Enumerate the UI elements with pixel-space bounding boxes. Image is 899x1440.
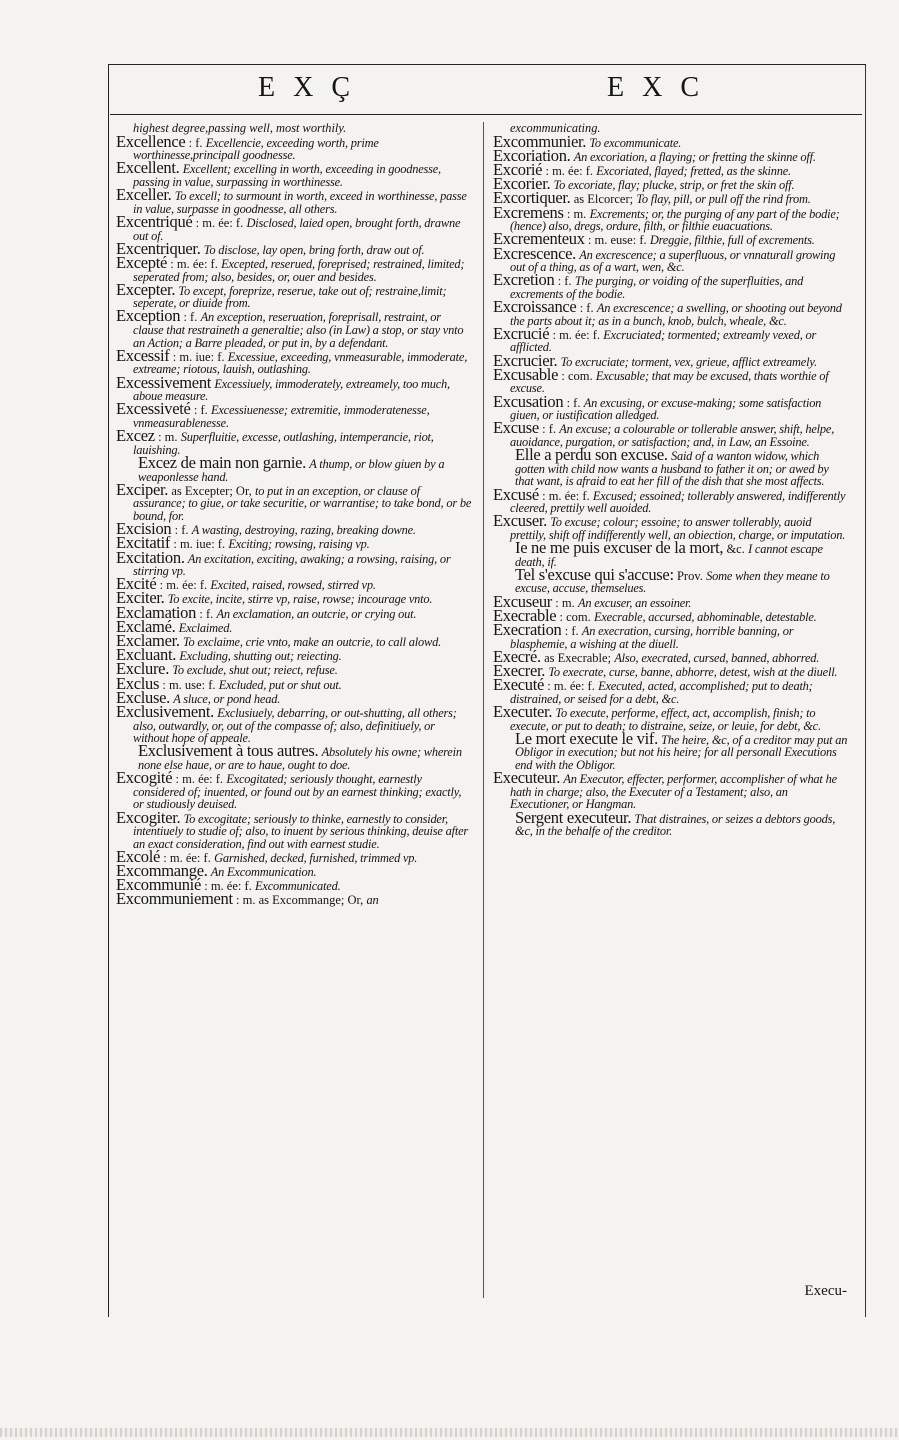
headword: Excommunié — [116, 875, 201, 895]
dictionary-entry — [116, 547, 472, 579]
headword: Executeur. — [493, 768, 561, 788]
headword: Excorié — [493, 159, 543, 179]
definition: To excogitate; seriously to thinke, earnestly to consider, intentiuely to studie of; also, to inuent by serious thinking, deuise after an exact consideration, find out with earnest studie. — [133, 811, 468, 851]
right-entries — [493, 131, 849, 839]
definition: Disclosed, laied open, brought forth, drawne out of. — [133, 215, 461, 243]
headword: Excentriquer. — [116, 238, 201, 258]
grammar-note: as Excepter; Or, — [171, 483, 252, 498]
headword: Excorier. — [493, 174, 551, 194]
headword: Excité — [116, 574, 157, 594]
grammar-note: : m. — [566, 206, 587, 221]
definition: Superfluitie, excesse, outlashing, intemperancie, riot, lauishing. — [133, 430, 434, 457]
definition: To flay, pill, or pull off the rind from. — [636, 192, 811, 207]
running-head-left: EXÇ — [258, 72, 368, 103]
headword: Excez — [116, 426, 155, 446]
dictionary-entry — [116, 645, 472, 665]
column-divider — [483, 122, 484, 1298]
grammar-note: : m. ée: f. — [163, 850, 211, 865]
definition: Excited, raised, rowsed, stirred vp. — [210, 578, 376, 593]
grammar-note: Prov. — [676, 568, 703, 583]
definition: An excusing, or excuse-making; some satisfaction giuen, or iustification alledged. — [510, 395, 822, 423]
headword: Excessif — [116, 345, 170, 365]
headword: Excusé — [493, 484, 539, 504]
grammar-note: : m. ée: f. — [175, 772, 224, 787]
grammar-note: : f. — [564, 624, 579, 639]
headword: Excremens — [493, 202, 564, 222]
grammar-note: : f. — [566, 395, 581, 410]
grammar-note: : m. — [158, 430, 178, 445]
headword: Exclamer. — [116, 631, 180, 651]
headword: Excortiquer. — [493, 188, 571, 208]
definition: An exception, reseruation, foreprisall, restraint, or clause that restraineth a generaltie; also (in Law) a stop, or stay vnto an Action; a Barre pleaded, or put in, by a defendant. — [133, 310, 464, 350]
headword: Exceller. — [116, 185, 172, 205]
headword: Excuse — [493, 418, 539, 438]
grammar-note: : m. iue: f. — [172, 349, 225, 364]
grammar-note: : f. — [174, 523, 189, 538]
grammar-note: : f. — [579, 301, 594, 316]
grammar-note: : m. as Excommange; Or, — [236, 893, 364, 908]
left-entries — [116, 131, 472, 909]
definition: To execute, performe, effect, act, accomplish, finish; to execute, or put to death; to distraine, seize, or leuie, for debt, &c. — [510, 705, 821, 733]
right-column — [493, 122, 849, 1302]
headword: Excluant. — [116, 645, 177, 665]
definition: The purging, or voiding of the superfluities, and excrements of the bodie. — [510, 274, 804, 301]
definition: Execrable, accursed, abhominable, detestable. — [594, 609, 817, 624]
definition: Exciting; rowsing, raising vp. — [228, 537, 370, 552]
grammar-note: : m. ée: f. — [547, 679, 595, 694]
definition: To excell; to surmount in worth, exceed in worthinesse, passe in value, surpasse in goodnesse, all others. — [133, 189, 467, 216]
headword: Executé — [493, 675, 545, 695]
definition: Excruciated; tormented; extreamly vexed, or afflicted. — [510, 327, 817, 355]
headword: Ie ne me puis excuser de la mort, — [515, 538, 724, 558]
headword: Exclusivement à tous autres. — [138, 741, 319, 761]
headword: Excrementeux — [493, 229, 585, 249]
headword: Excluse. — [116, 687, 170, 707]
definition: An excuse; a colourable or tollerable answer, shift, helpe, auoidance, purgation, or satisfaction; and, in Law, an Essoine. — [510, 422, 835, 449]
definition: to put in an exception, or clause of assurance; to giue, or take securitie, or warrantise; to take bond, or be bound, for. — [133, 483, 472, 523]
dictionary-entry — [116, 574, 472, 594]
dictionary-entry — [493, 661, 849, 680]
definition: An Excommunication. — [210, 865, 317, 880]
grammar-note: : m. euse: f. — [587, 233, 647, 248]
definition: Excellent; excelling in worth, exceeding in goodnesse, passing in value, surpassing in worthinesse. — [133, 162, 441, 189]
grammar-note: : m. ée: f. — [542, 488, 590, 503]
headword: Exception — [116, 306, 181, 326]
definition: Dreggie, filthie, full of excrements. — [649, 233, 815, 248]
definition: Excogitated; seriously thought, earnestly considered of; inuented, or found out by an earnest thinking; exactly, or studiously deuised. — [133, 772, 462, 812]
headword: Excitatif — [116, 533, 171, 553]
continuation-text: excommunicating. — [510, 122, 601, 135]
grammar-note: : f. — [199, 606, 214, 621]
running-head-right: EXC — [607, 72, 717, 103]
headword: Execration — [493, 620, 562, 640]
headword: Excuseur — [493, 591, 552, 611]
definition: An excuser, an essoiner. — [577, 595, 692, 610]
definition: To excite, incite, stirre vp, raise, rowse; incourage vnto. — [167, 592, 433, 607]
grammar-note: : m. ée: f. — [545, 163, 594, 178]
header-rule — [110, 114, 862, 115]
headword: Excuser. — [493, 511, 547, 531]
definition: An excoriation, a flaying; or fretting the skinne off. — [573, 149, 816, 164]
headword: Excolé — [116, 846, 161, 866]
left-column — [116, 122, 472, 1302]
definition: A sluce, or pond head. — [173, 691, 281, 706]
dictionary-entry — [116, 238, 472, 258]
definition: An Executor, effecter, performer, accomplisher of what he hath in charge; also, the Executer of a Testament; also, an Executioner, or Hangman. — [510, 772, 837, 812]
dictionary-entry — [116, 807, 472, 851]
dictionary-entry — [493, 145, 849, 165]
dictionary-entry — [493, 646, 849, 666]
headword: Sergent executeur. — [515, 807, 632, 827]
sub-entry — [498, 807, 849, 839]
grammar-note: : m. iue: f. — [173, 537, 226, 552]
grammar-note: : f. — [542, 422, 556, 437]
definition: Excoriated, flayed; fretted, as the skinne. — [596, 163, 791, 178]
definition: Excessiuely, immoderately, extreamely, too much, aboue measure. — [133, 376, 450, 404]
definition: Exclaimed. — [178, 620, 233, 635]
grammar-note: : f. — [188, 135, 203, 150]
definition: Excommunicated. — [255, 879, 341, 894]
definition: An execration, cursing, horrible banning, or blasphemie, a wishing at the diuell. — [510, 624, 794, 651]
headword: Tel s'excuse qui s'accuse: — [515, 564, 674, 584]
headword: Execrable — [493, 605, 557, 625]
definition: Excessiuenesse; extremitie, immoderatenesse, vnmeasurablenesse. — [133, 403, 430, 430]
dictionary-entry — [116, 659, 472, 679]
definition: An exclamation, an outcrie, or crying out. — [216, 606, 417, 621]
headword: Excepter. — [116, 279, 176, 299]
grammar-note: : m. ée: f. — [170, 256, 218, 271]
continuation-text: highest degree,passing well, most worthily. — [133, 122, 347, 135]
grammar-note: : f. — [193, 403, 208, 418]
headword: Exclure. — [116, 659, 170, 679]
dictionary-entry — [493, 391, 849, 423]
definition: To disclose, lay open, bring forth, draw out of. — [203, 242, 425, 257]
definition: Excluded, put or shut out. — [218, 677, 342, 692]
headword: Execrer. — [493, 661, 546, 680]
headword: Excellence — [116, 131, 186, 151]
headword: Excision — [116, 519, 172, 539]
sub-entry — [121, 452, 472, 484]
sub-entry — [498, 445, 849, 489]
definition: an — [366, 893, 379, 908]
grammar-note: as Elcorcer; — [573, 192, 634, 207]
headword: Excommunier. — [493, 131, 587, 151]
grammar-note: : m. ée: f. — [159, 578, 208, 593]
dictionary-entry — [116, 768, 472, 812]
headword: Excretion — [493, 270, 555, 290]
headword: Excusable — [493, 364, 559, 384]
headword: Exclus — [116, 673, 160, 693]
definition: To excommunicate. — [589, 135, 682, 150]
headword: Exclamé. — [116, 616, 176, 636]
dictionary-entry — [493, 620, 849, 651]
definition: Excepted, reserued, foreprised; restrained, limited; seperated from; also, besides, or, ouer and besides. — [133, 256, 465, 284]
definition: Excused; essoined; tollerably answered, indifferently cleered, prettily well auoided. — [510, 488, 846, 516]
headword: Excommuniement — [116, 889, 233, 909]
headword: Excommange. — [116, 861, 208, 881]
definition: Also, execrated, cursed, banned, abhorred. — [614, 650, 820, 665]
headword: Excrucié — [493, 323, 550, 343]
headword: Excrucier. — [493, 350, 558, 370]
headword: Excoriation. — [493, 145, 571, 165]
dictionary-entry — [493, 768, 849, 812]
definition: Excellencie, exceeding worth, prime worthinesse,principall goodnesse. — [133, 135, 379, 163]
definition: To excruciate; torment, vex, grieue, afflict extreamely. — [560, 354, 817, 369]
headword: Excogiter. — [116, 807, 181, 827]
headword: Excrescence. — [493, 243, 576, 263]
headword: Excentriqué — [116, 211, 193, 231]
definition: Executed, acted, accomplished; put to death; distrained, or seised for a debt, &c. — [510, 679, 813, 706]
definition: A thump, or blow giuen by a weaponlesse hand. — [138, 456, 445, 484]
grammar-note: : m. ée: f. — [552, 327, 601, 342]
definition: Excrements; or, the purging of any part of the bodie; (hence) also, dregs, ordure, filth, or filthie euacuations. — [510, 206, 840, 234]
headword: Exciter. — [116, 588, 165, 608]
grammar-note: : m. use: f. — [162, 677, 216, 692]
headword: Executer. — [493, 701, 553, 721]
grammar-note: : m. ée: f. — [195, 215, 244, 230]
definition: The heire, &c, of a creditor may put an Obligor in execution; but not his heire; for all personall Executions end with the Obligor. — [515, 732, 848, 772]
headword: Exciper. — [116, 479, 169, 499]
definition: I cannot escape death, if. — [515, 542, 823, 569]
dictionary-entry — [116, 479, 472, 523]
definition: Garnished, decked, furnished, trimmed vp. — [214, 850, 418, 865]
definition: Excusable; that may be excused, thats worthie of excuse. — [510, 368, 829, 396]
definition: An excrescence; a swelling, or shooting out beyond the parts about it; as in a bunch, knob, bulch, wheale, &c. — [510, 301, 842, 328]
headword: Excellent. — [116, 158, 180, 178]
headword: Le mort execute le vif. — [515, 728, 658, 748]
dictionary-entry — [116, 306, 472, 350]
grammar-note: : m. ée: f. — [204, 879, 252, 894]
definition: An excrescence; a superfluous, or vnnaturall growing out of a thing, as of a wart, wen, &c. — [510, 247, 836, 275]
catchword: Execu- — [804, 1283, 847, 1299]
definition: To exclaime, crie vnto, make an outcrie, to call alowd. — [182, 635, 441, 650]
grammar-note: : com. — [561, 368, 593, 383]
dictionary-entry — [116, 889, 472, 909]
grammar-note: &c. — [726, 542, 745, 557]
definition: Said of a wanton widow, which gotten with child now wants a husband to father it on; or awed by that want, is afraid to eat her fill of the dish that she most affects. — [515, 449, 829, 489]
definition: That distraines, or seizes a debtors goods, &c, in the behalfe of the creditor. — [515, 811, 836, 839]
definition: To except, foreprize, reserue, take out of; restraine,limit; seperate, or diuide from. — [133, 283, 447, 311]
headword: Excitation. — [116, 547, 185, 567]
definition: Absolutely his owne; wherein none else haue, or are to haue, ought to doe. — [138, 745, 462, 772]
definition: Excessiue, exceeding, vnmeasurable, immoderate, extreame; riotous, lauish, outlashing. — [133, 349, 468, 377]
headword: Excroissance — [493, 297, 577, 317]
sub-entry — [498, 728, 849, 772]
headword: Excessivement — [116, 372, 212, 392]
grammar-note: : f. — [557, 274, 572, 289]
headword: Execré. — [493, 646, 541, 666]
definition: Some when they meane to excuse, accuse, themselues. — [515, 568, 830, 596]
headword: Excez de main non garnie. — [138, 452, 306, 472]
grammar-note: : m. — [555, 595, 575, 610]
definition: Exclusiuely, debarring, or out-shutting, all others; also, outwardly, or, out of the compasse of; also, definitiuely, or without hope of appeale. — [133, 705, 457, 746]
dictionary-entry — [116, 399, 472, 430]
headword: Elle a perdu son excuse. — [515, 445, 668, 465]
definition: A wasting, destroying, razing, breaking downe. — [191, 523, 416, 538]
definition: To execrate, curse, banne, abhorre, detest, wish at the diuell. — [548, 665, 838, 679]
headword: Excessiveté — [116, 399, 191, 419]
definition: To exclude, shut out; reiect, refuse. — [172, 663, 338, 678]
definition: To excuse; colour; essoine; to answer tollerably, auoid prettily, shift off indifferently well, an obiection, charge, or imputation. — [510, 515, 846, 542]
grammar-note: as Execrable; — [544, 650, 612, 665]
scan-edge — [0, 1428, 899, 1437]
sub-entry — [121, 741, 472, 772]
headword: Excogité — [116, 768, 173, 788]
definition: To excoriate, flay; plucke, strip, or fret the skin off. — [553, 178, 795, 193]
grammar-note: : f. — [183, 310, 198, 325]
grammar-note: : com. — [559, 609, 591, 624]
headword: Exclusivement. — [116, 701, 214, 721]
definition: An excitation, exciting, awaking; a rowsing, raising, or stirring vp. — [133, 551, 451, 579]
definition: Excluding, shutting out; reiecting. — [179, 649, 342, 664]
dictionary-entry — [116, 701, 472, 746]
headword: Exclamation — [116, 602, 197, 622]
headword: Excusation — [493, 391, 564, 411]
headword: Excepté — [116, 252, 168, 272]
